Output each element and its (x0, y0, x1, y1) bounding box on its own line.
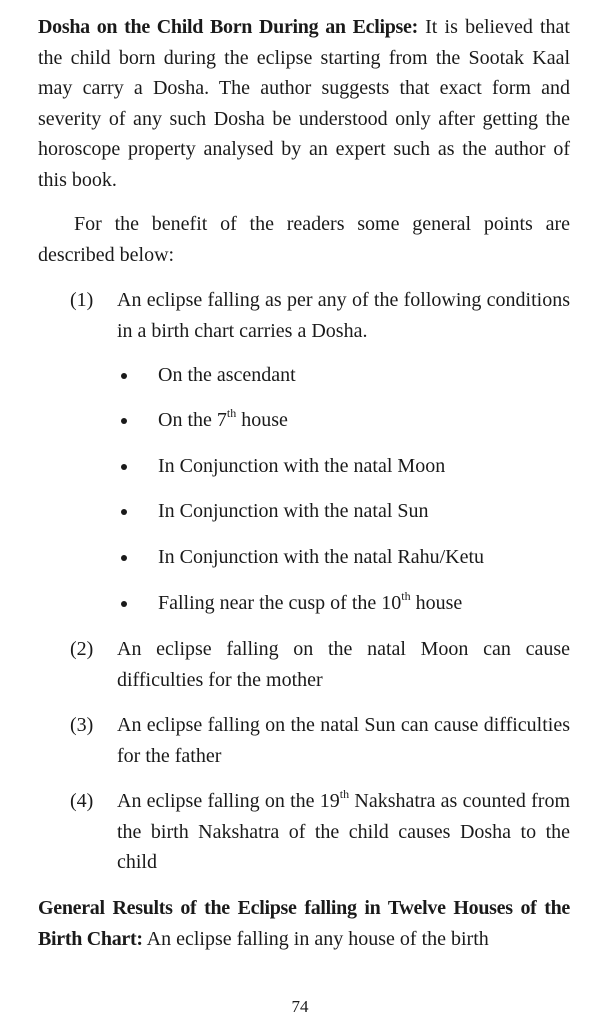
intro-paragraph: For the benefit of the readers some general points are described below: (38, 213, 570, 266)
bullet-icon (121, 509, 127, 515)
section-body: An eclipse falling in any house of the birth (142, 927, 489, 950)
page-number: 74 (291, 997, 309, 1016)
section-general-results (38, 893, 570, 954)
point-number: (4) (70, 790, 94, 812)
bullet-item: In Conjunction with the natal Rahu/Ketu (158, 546, 485, 568)
point-number: (1) (70, 289, 94, 311)
bullet-icon (121, 373, 127, 379)
point-text: An eclipse falling on the natal Sun can cause difficulties for the father (117, 714, 570, 767)
bullet-item: On the ascendant (158, 364, 296, 386)
bullet-icon (121, 555, 127, 561)
section-dosha-child-eclipse (38, 12, 570, 195)
bullet-icon (121, 418, 127, 424)
section-heading: Dosha on the Child Born During an Eclipse: (38, 16, 418, 38)
bullet-item: In Conjunction with the natal Moon (158, 455, 446, 477)
point-text: An eclipse falling on the natal Moon can cause difficulties for the mother (117, 638, 570, 691)
bullet-icon (121, 464, 127, 470)
section-body: It is believed that the child born during the eclipse starting from the Sootak Kaal may carry a Dosha. The author suggests that exact form and severity of any such Dosha be understood only after getting the horoscope property analysed by an expert such as the author of this book. (38, 16, 570, 191)
point-number: (2) (70, 638, 94, 660)
point-text: An eclipse falling on the 19th Nakshatra as counted from the birth Nakshatra of the child causes Dosha to the child (117, 787, 570, 873)
bullet-item: In Conjunction with the natal Sun (158, 500, 429, 522)
point-text: An eclipse falling as per any of the following conditions in a birth chart carries a Dosha. (117, 289, 570, 342)
bullet-item: On the 7th house (158, 406, 288, 431)
bullet-item: Falling near the cusp of the 10th house (158, 589, 463, 614)
bullet-icon (121, 601, 127, 607)
section-heading: General Results of the Eclipse falling in Twelve Houses of the Birth Chart: (38, 897, 570, 950)
point-number: (3) (70, 714, 94, 736)
